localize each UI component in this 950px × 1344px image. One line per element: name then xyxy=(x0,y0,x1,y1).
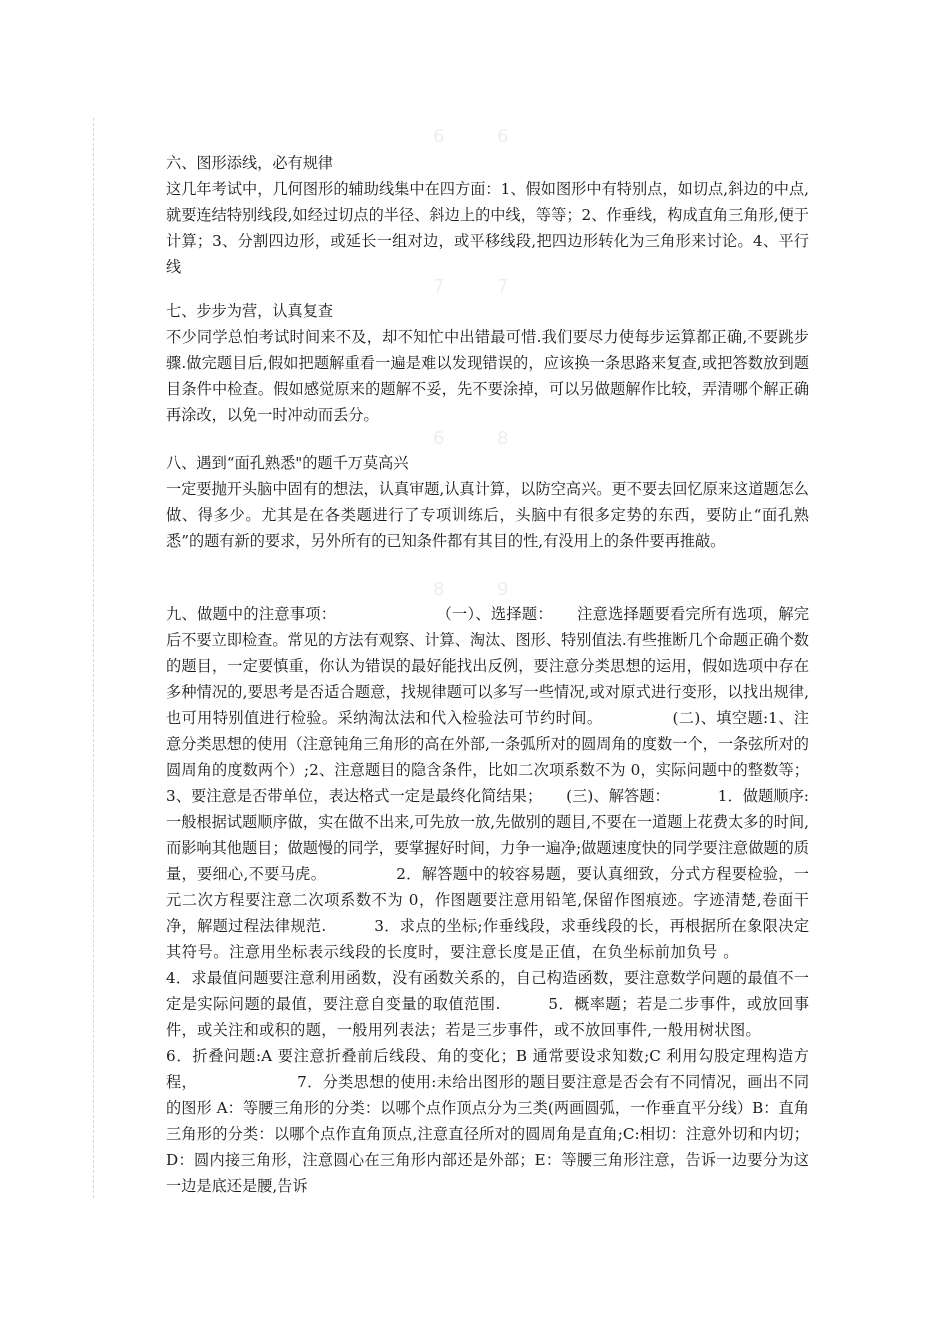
margin-rule xyxy=(93,118,95,1198)
subsection-answer-title: (三)、解答题： xyxy=(566,787,670,805)
section-body xyxy=(166,601,809,1199)
ghost-number: 6 xyxy=(433,428,445,449)
ghost-number: 9 xyxy=(497,579,509,600)
section-heading: 九、做题中的注意事项： xyxy=(166,605,337,623)
section-body: 一定要抛开头脑中固有的想法，认真审题,认真计算，以防空高兴。更不要去回忆原来这道题怎么做、得多少。尤其是在各类题进行了专项训练后，头脑中有很多定势的东西，要防止“面孔熟悉”的题有新的要求，另外所有的已知条件都有其目的性,有没用上的条件要再推敲。 xyxy=(166,480,809,550)
answer-item-2: 2．解答题中的较容易题，要认真细致，分式方程要检验，一元二次方程要注意二次项系数不为 0，作图题要注意用铅笔,保留作图痕迹。字迹清楚,卷面干净，解题过程法律规范. xyxy=(166,865,809,935)
ghost-number: 7 xyxy=(433,276,445,297)
section-body: 不少同学总怕考试时间来不及，却不知忙中出错最可惜.我们要尽力使每步运算都正确,不要跳步骤.做完题目后,假如把题解重看一遍是难以发现错误的，应该换一条思路来复查,或把答数放到题目条件中检查。假如感觉原来的题解不妥，先不要涂掉，可以另做题解作比较，弄清哪个解正确再涂改，以免一时冲动而丢分。 xyxy=(166,328,809,424)
answer-item-3: 3．求点的坐标;作垂线段，求垂线段的长，再根据所在象限决定其符号。注意用坐标表示线段的长度时，要注意长度是正值，在负坐标前加负号 。 xyxy=(166,917,810,961)
section-7 xyxy=(166,298,809,428)
answer-item-7: 7．分类思想的使用:未给出图形的题目要注意是否会有不同情况，画出不同的图形 A：等腰三角形的分类：以哪个点作顶点分为三类(两画圆弧，一作垂直平分线）B：直角三角形的分类：以哪个点作直角顶点,注意直径所对的圆周角是直角;C:相切：注意外切和内切；D：圆内接三角形，注意圆心在三角形内部还是外部；E：等腰三角形注意，告诉一边要分为这一边是底还是腰,告诉 xyxy=(166,1073,810,1195)
answer-item-1: 1．做题顺序:一般根据试题顺序做，实在做不出来,可先放一放,先做别的题目,不要在一道题上花费太多的时间,而影响其他题目；做题慢的同学，要掌握好时间，力争一遍净;做题速度快的同学要注意做题的质量，要细心,不要马虎。 xyxy=(166,787,809,883)
section-9 xyxy=(166,601,809,1199)
answer-item-5: 5．概率题；若是二步事件，或放回事件，或关注和或积的题，一般用列表法；若是三步事件，或不放回事件,一般用树状图。 xyxy=(166,995,810,1039)
subsection-choice-title: （一）、选择题： xyxy=(436,605,553,623)
fill-blank-text: (二)、填空题:1、注意分类思想的使用（注意钝角三角形的高在外部,一条弧所对的圆周角的度数一个，一条弦所对的圆周角的度数两个）;2、注意题目的隐含条件，比如二次项系数不为 0，实际问题中的整数等；3、要注意是否带单位，表达格式一定是最终化简结果； xyxy=(166,709,809,805)
ghost-number: 8 xyxy=(433,579,445,600)
section-body: 这几年考试中，几何图形的辅助线集中在四方面：1、假如图形中有特别点，如切点,斜边的中点,就要连结特别线段,如经过切点的半径、斜边上的中线，等等；2、作垂线，构成直角三角形,便于计算；3、分割四边形，或延长一组对边，或平移线段,把四边形转化为三角形来讨论。4、平行线 xyxy=(166,180,809,276)
section-8 xyxy=(166,450,809,554)
answer-item-6: 6．折叠问题:A 要注意折叠前后线段、角的变化；B 通常要设求知数;C 利用勾股定理构造方程， xyxy=(166,1047,809,1091)
ghost-number: 6 xyxy=(433,126,445,147)
section-heading: 六、图形添线，必有规律 xyxy=(166,154,334,172)
choice-text: 注意选择题要看完所有选项，解完后不要立即检查。常见的方法有观察、计算、淘汰、图形、特别值法.有些推断几个命题正确个数的题目，一定要慎重，你认为错误的最好能找出反例，要注意分类思想的运用，假如选项中存在多种情况的,要思考是否适合题意，找规律题可以多写一些情况,或对原式进行变形，以找出规律,也可用特别值进行检验。采纳淘汰法和代入检验法可节约时间。 xyxy=(166,605,810,727)
section-heading: 八、遇到“面孔熟悉"的题千万莫高兴 xyxy=(166,454,409,472)
ghost-number: 7 xyxy=(497,276,509,297)
section-6 xyxy=(166,150,809,280)
ghost-number: 8 xyxy=(497,428,509,449)
section-heading: 七、步步为营，认真复查 xyxy=(166,302,334,320)
answer-item-4: 4．求最值问题要注意利用函数，没有函数关系的，自己构造函数，要注意数学问题的最值不一定是实际问题的最值，要注意自变量的取值范围. xyxy=(166,969,809,1013)
ghost-number: 6 xyxy=(497,126,509,147)
